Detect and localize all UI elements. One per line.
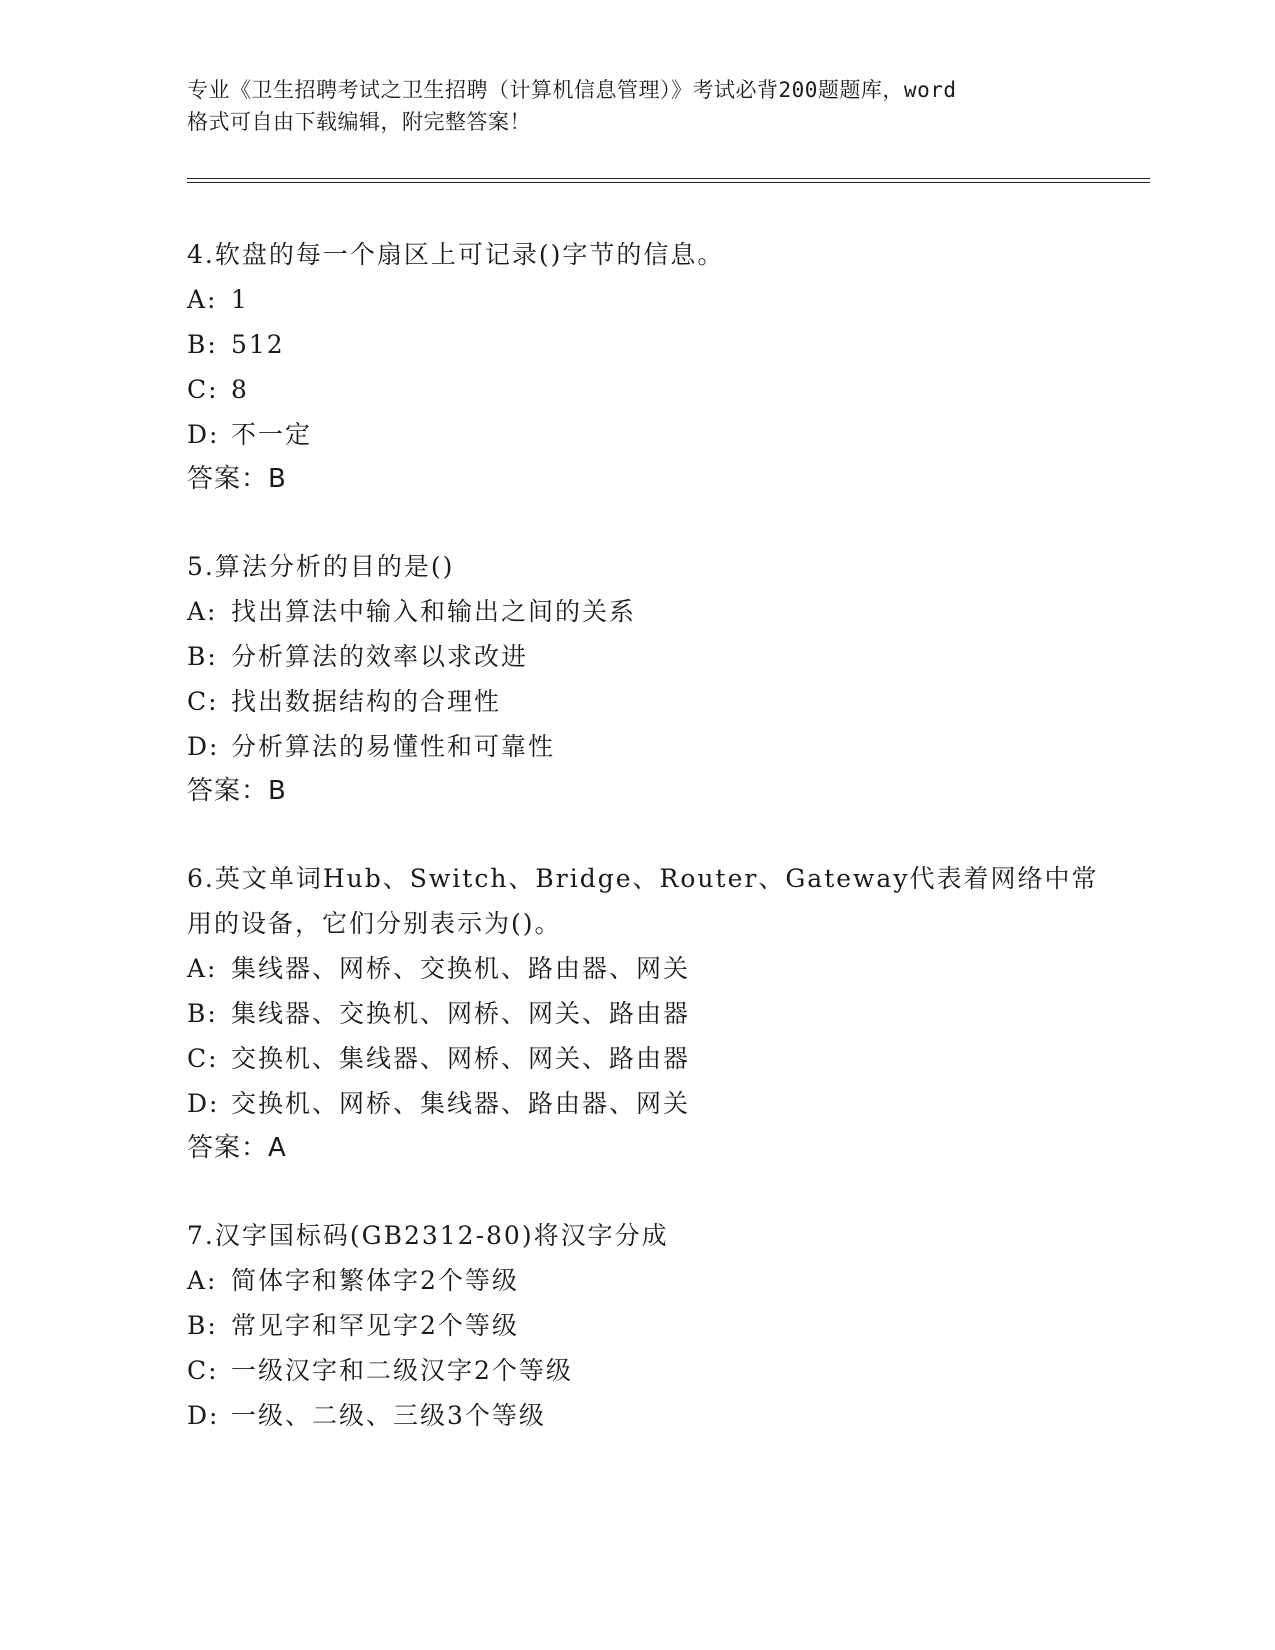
option-text: 分析算法的效率以求改进 <box>231 642 529 671</box>
option-key: A: <box>187 285 218 314</box>
option-text: 简体字和繁体字2个等级 <box>231 1266 519 1295</box>
option-key: B: <box>187 642 218 671</box>
option-text: 8 <box>231 375 249 404</box>
answer-label: 答案：A <box>187 1133 287 1163</box>
answer-label: 答案：B <box>187 464 287 494</box>
option-text: 常见字和罕见字2个等级 <box>231 1311 519 1340</box>
option-b <box>187 991 1087 1036</box>
option-a <box>187 946 1087 991</box>
header-divider-top <box>187 178 1150 179</box>
option-text: 集线器、网桥、交换机、路由器、网关 <box>231 954 691 983</box>
header-line-1: 专业《卫生招聘考试之卫生招聘（计算机信息管理）》考试必背200题题库，word <box>187 78 957 102</box>
option-key: A: <box>187 954 218 983</box>
header-divider-bottom <box>187 182 1150 183</box>
option-text: 分析算法的易懂性和可靠性 <box>231 732 556 761</box>
option-text: 交换机、网桥、集线器、路由器、网关 <box>231 1089 691 1118</box>
option-key: C: <box>187 375 219 404</box>
option-b <box>187 634 1087 679</box>
option-key: D: <box>187 1089 220 1118</box>
option-text: 找出数据结构的合理性 <box>231 687 502 716</box>
option-d <box>187 1081 1087 1126</box>
question-item <box>187 544 1087 814</box>
option-c <box>187 367 1087 412</box>
document-header <box>187 74 1087 138</box>
question-stem-line: 用的设备，它们分别表示为()。 <box>187 909 562 938</box>
option-text: 不一定 <box>231 420 313 449</box>
option-text: 找出算法中输入和输出之间的关系 <box>231 597 637 626</box>
option-key: A: <box>187 597 218 626</box>
question-stem <box>187 1213 1087 1258</box>
question-stem <box>187 544 1087 589</box>
option-text: 512 <box>231 330 285 359</box>
header-line-2: 格式可自由下载编辑，附完整答案！ <box>187 110 531 134</box>
option-key: A: <box>187 1266 218 1295</box>
option-key: D: <box>187 1401 220 1430</box>
option-b <box>187 1303 1087 1348</box>
question-stem-line: 7.汉字国标码(GB2312-80)将汉字分成 <box>187 1221 669 1250</box>
option-key: C: <box>187 1044 219 1073</box>
question-item <box>187 1213 1087 1438</box>
option-key: B: <box>187 1311 218 1340</box>
option-c <box>187 1036 1087 1081</box>
option-text: 1 <box>231 285 249 314</box>
option-key: C: <box>187 1356 219 1385</box>
question-list <box>187 232 1099 1480</box>
question-stem-line: 6.英文单词Hub、Switch、Bridge、Router、Gateway代表着网络中常 <box>187 864 1099 893</box>
option-d <box>187 724 1087 769</box>
option-a <box>187 589 1087 634</box>
option-text: 一级汉字和二级汉字2个等级 <box>231 1356 573 1385</box>
answer-label: 答案：B <box>187 776 287 806</box>
option-b <box>187 322 1087 367</box>
question-stem <box>187 232 1087 277</box>
option-key: D: <box>187 420 220 449</box>
option-text: 集线器、交换机、网桥、网关、路由器 <box>231 999 691 1028</box>
question-stem-line: 5.算法分析的目的是() <box>187 552 455 581</box>
option-key: B: <box>187 999 218 1028</box>
option-key: C: <box>187 687 219 716</box>
option-a <box>187 1258 1087 1303</box>
option-d <box>187 412 1087 457</box>
question-item <box>187 232 1087 502</box>
option-key: B: <box>187 330 218 359</box>
option-text: 一级、二级、三级3个等级 <box>231 1401 546 1430</box>
option-c <box>187 679 1087 724</box>
option-a <box>187 277 1087 322</box>
option-key: D: <box>187 732 220 761</box>
question-stem-line: 4.软盘的每一个扇区上可记录()字节的信息。 <box>187 240 725 269</box>
question-item <box>187 856 1099 1171</box>
question-stem <box>187 856 1099 946</box>
option-c <box>187 1348 1087 1393</box>
option-text: 交换机、集线器、网桥、网关、路由器 <box>231 1044 691 1073</box>
option-d <box>187 1393 1087 1438</box>
